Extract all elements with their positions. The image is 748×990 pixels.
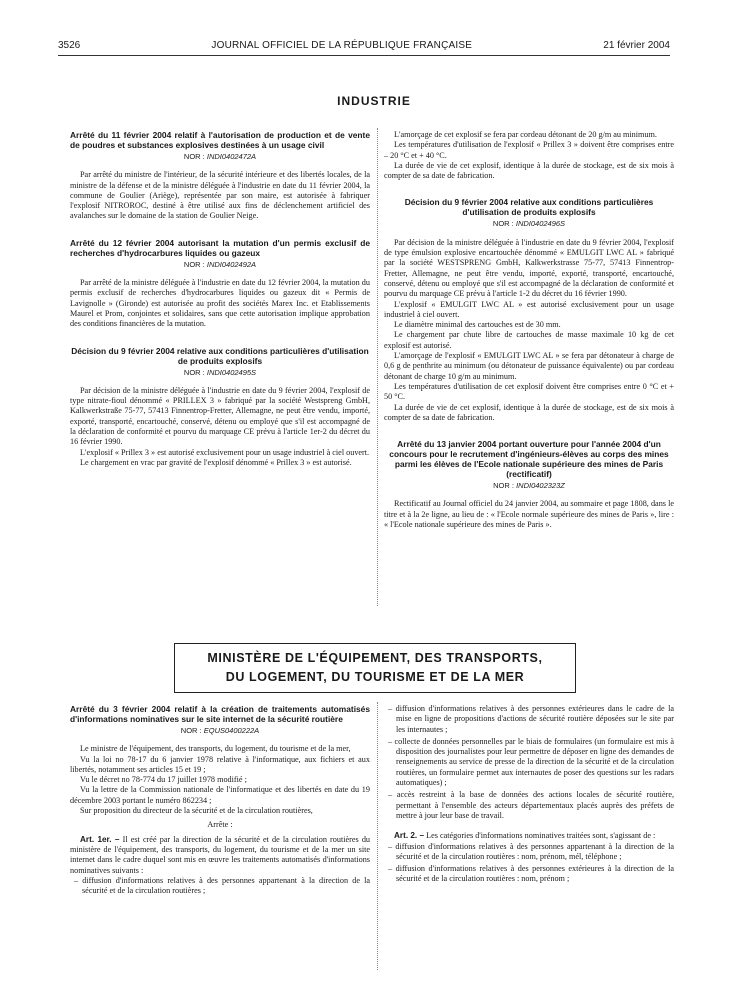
article-1-list-continued xyxy=(384,704,674,821)
section-title: INDUSTRIE xyxy=(337,94,411,108)
list-item: – diffusion d'informations relatives à des personnes appartenant à la direction de la sécurité et de la circulation routières : nom, prénom, mél, téléphone ; xyxy=(396,842,674,863)
paragraph: Par décision de la ministre déléguée à l'industrie en date du 9 février 2004, l'explosif de type émulsion explosive encartouchée dénommé « EMULGIT LWC AL » fabriqué par la société WESTSPRENG GmbH, Kalkwerkstrasse 75-77, 57413 Finnentrop-Fretter, Allemagne, ne peut être vendu, importé, exporté, transporté, encartouché, conservé, détenu ou employé que s'il est accompagné de la déclaration de conformité et pourvu du marquage CE prévu à l'article 1-2 du décret du 16 février 1990. xyxy=(384,237,674,299)
paragraph: Vu la loi no 78-17 du 6 janvier 1978 relative à l'informatique, aux fichiers et aux libertés, notamment ses articles 15 et 19 ; xyxy=(70,754,370,774)
decision-1 xyxy=(70,346,370,469)
nor-reference: NOR : EQUS0400222A xyxy=(180,726,260,735)
decision-title: Décision du 9 février 2004 relative aux conditions particulières d'utilisation de produits explosifs xyxy=(71,345,369,366)
paragraph: Vu la lettre de la Commission nationale de l'informatique et des libertés en date du 19 décembre 2003 portant le numéro 862234 ; xyxy=(70,785,370,805)
paragraph: Les températures d'utilisation de cet explosif doivent être comprises entre 0 °C et + 50 °C. xyxy=(384,381,674,402)
decree-title: Arrêté du 3 février 2004 relatif à la création de traitements automatisés d'informations nominatives sur le site internet de la sécurité routière xyxy=(70,704,370,724)
column-divider xyxy=(377,702,378,970)
decree-title: Arrêté du 13 janvier 2004 portant ouverture pour l'année 2004 d'un concours pour le recrutement d'ingénieurs-élèves au corps des mines parmi les élèves de l'Ecole nationale supérieure des mines de Paris (rectificatif) xyxy=(389,439,669,480)
article-number: Art. 2. – xyxy=(394,831,425,841)
paragraph: Les températures d'utilisation de l'explosif « Prillex 3 » doivent être comprises entre – 20 °C et + 40 °C. xyxy=(384,140,674,160)
nor-reference: NOR : INDI0402323Z xyxy=(493,481,565,491)
paragraph: Le chargement par chute libre de cartouches de masse maximale 10 kg de cet explosif est autorisé. xyxy=(384,330,674,350)
paragraph: Rectificatif au Journal officiel du 24 janvier 2004, au sommaire et page 1808, dans le titre et à la 2e ligne, au lieu de : « l'Ecole normale supérieure des mines de Paris », lire : « l'Ecole nationale supérieure des mines de Paris ». xyxy=(384,499,674,530)
decree-title: Arrêté du 12 février 2004 autorisant la mutation d'un permis exclusif de recherches d'hydrocarbures liquides ou gazeux xyxy=(70,237,370,258)
list-item: – diffusion d'informations relatives à des personnes appartenant à la direction de la sécurité et de la circulation routières ; xyxy=(82,876,370,897)
article-number: Art. 1er. – xyxy=(80,834,120,844)
bottom-left-column xyxy=(70,704,370,898)
nor-reference: NOR : INDI0402496S xyxy=(492,219,566,229)
nor-reference: NOR : INDI0402472A xyxy=(183,152,257,161)
paragraph: Le diamètre minimal des cartouches est de 30 mm. xyxy=(394,320,561,330)
paragraph: La durée de vie de cet explosif, identique à la durée de stockage, est de six mois à compter de sa date de fabrication. xyxy=(384,160,674,181)
decree-rectificatif xyxy=(384,439,674,530)
paragraph: Vu le décret no 78-774 du 17 juillet 1978 modifié ; xyxy=(80,775,247,785)
paragraph: Le ministre de l'équipement, des transports, du logement, du tourisme et de la mer, xyxy=(80,744,351,754)
bottom-right-column xyxy=(384,704,674,887)
nor-reference: NOR : INDI0402492A xyxy=(183,259,257,269)
arrete-label: Arrête : xyxy=(207,820,233,830)
decree-1 xyxy=(70,130,370,222)
paragraph: Le chargement en vrac par gravité de l'explosif dénommé « Prillex 3 » est autorisé. xyxy=(80,457,352,467)
page-number: 3526 xyxy=(58,40,81,51)
paragraph: L'amorçage de l'explosif « EMULGIT LWC AL » se fera par détonateur à charge de 0,6 g de penthrite au minimum (ou détonateur de puissance équivalente) ou par cordeau détonant de charge 10 g/m au minimum. xyxy=(384,351,674,381)
paragraph: Par décision de la ministre déléguée à l'industrie en date du 9 février 2004, l'explosif de type nitrate-fioul dénommé « PRILLEX 3 » fabriqué par la société Westspreng GmbH, Kalkwerkstraße 75-77, 57413 Finnentrop-Fretter, Allemagne, ne peut être vendu, importé, exporté, transporté, encartouché, conservé, détenu ou employé que s'il est accompagné de la déclaration de conformité et pourvu du marquage CE prévu à l'article 1er-2 du décret du 16 février 1990. xyxy=(70,385,370,447)
decision-2 xyxy=(384,197,674,423)
paragraph: La durée de vie de cet explosif, identique à la durée de stockage, est de six mois à compter de sa date de fabrication. xyxy=(384,402,674,422)
right-column xyxy=(384,130,674,546)
decree-2 xyxy=(70,238,370,330)
decree-title: Arrêté du 11 février 2004 relatif à l'autorisation de production et de vente de poudres et substances explosives destinées à un usage civil xyxy=(70,130,370,150)
paragraph: Par arrêté du ministre de l'intérieur, de la sécurité intérieure et des libertés locales, de la ministre de la défense et de la ministre déléguée à l'industrie en date du 11 février 2004, la commune de Goulier (Ariège), représentée par son maire, est autorisée à fabriquer l'explosif NITROROC, destiné à être utilisé aux fins de déclenchement artificiel des avalanches sur le domaine de la station de Goulier Neige. xyxy=(70,170,370,221)
paragraph: L'explosif « EMULGIT LWC AL » est autorisé exclusivement pour un usage industriel à ciel ouvert. xyxy=(384,299,674,319)
paragraph: L'explosif « Prillex 3 » est autorisé exclusivement pour un usage industriel à ciel ouvert. xyxy=(80,447,370,457)
ministry-line-2: DU LOGEMENT, DU TOURISME ET DE LA MER xyxy=(225,670,525,684)
list-item: – diffusion d'informations relatives à des personnes extérieures à la direction de la sécurité et de la circulation routières : nom, prénom ; xyxy=(396,864,674,885)
left-column xyxy=(70,130,370,484)
article-1-list xyxy=(70,876,370,897)
paragraph: Par arrêté de la ministre déléguée à l'industrie en date du 12 février 2004, la mutation du permis exclusif de recherches d'hydrocarbures liquides ou gazeux dit « Permis de Lavignolle » (Gironde) est autorisée au profit des sociétés Marex Inc. et Etablissements Maurel et Prom, conjointes et solidaires, sans que cette autorisation implique approbation des conditions financières de la mutation. xyxy=(70,278,370,329)
column-divider xyxy=(377,128,378,606)
nor-reference: NOR : INDI0402495S xyxy=(183,367,257,377)
paragraph: Sur proposition du directeur de la sécurité et de la circulation routières, xyxy=(80,806,313,816)
article-2: Art. 2. – Les catégories d'informations nominatives traitées sont, s'agissant de : xyxy=(394,831,656,841)
decision-1-continued xyxy=(384,130,674,181)
list-item: – collecte de données personnelles par le biais de formulaires (un formulaire est mis à disposition des journalistes pour leur permettre de déposer en ligne des demandes de renseignements au service de presse de la direction de la sécurité et de la circulation routières, un formulaire permet aux internautes de poser des questions sur les radars automatiques) ; xyxy=(396,737,674,788)
ministry-banner xyxy=(174,643,576,693)
issue-date: 21 février 2004 xyxy=(603,40,670,51)
article-2-list xyxy=(384,842,674,885)
ministry-line-1: MINISTÈRE DE L'ÉQUIPEMENT, DES TRANSPORTS, xyxy=(207,651,543,665)
list-item: – accès restreint à la base de données des actions locales de sécurité routière, permettant à l'ensemble des acteurs départementaux placés auprès des préfets de mettre à jour leur base de travail. xyxy=(396,790,674,821)
decision-title: Décision du 9 février 2004 relative aux conditions particulières d'utilisation de produits explosifs xyxy=(404,197,654,218)
journal-title: JOURNAL OFFICIEL DE LA RÉPUBLIQUE FRANÇAISE xyxy=(211,40,473,51)
paragraph: L'amorçage de cet explosif se fera par cordeau détonant de 20 g/m au minimum. xyxy=(394,130,657,139)
list-item: – diffusion d'informations relatives à des personnes extérieures dans le cadre de la mise en ligne de propositions d'actions de sécurité routière déposées sur le site par les internautes ; xyxy=(396,704,674,735)
article-1: Art. 1er. – Il est créé par la direction de la sécurité et de la circulation routières du ministère de l'équipement, des transports, du logement, du tourisme et de la mer un site internet dans le cadre duquel sont mis en œuvre les traitements automatisés d'informations nominatives suivants : xyxy=(70,834,371,875)
page-header xyxy=(58,40,670,56)
